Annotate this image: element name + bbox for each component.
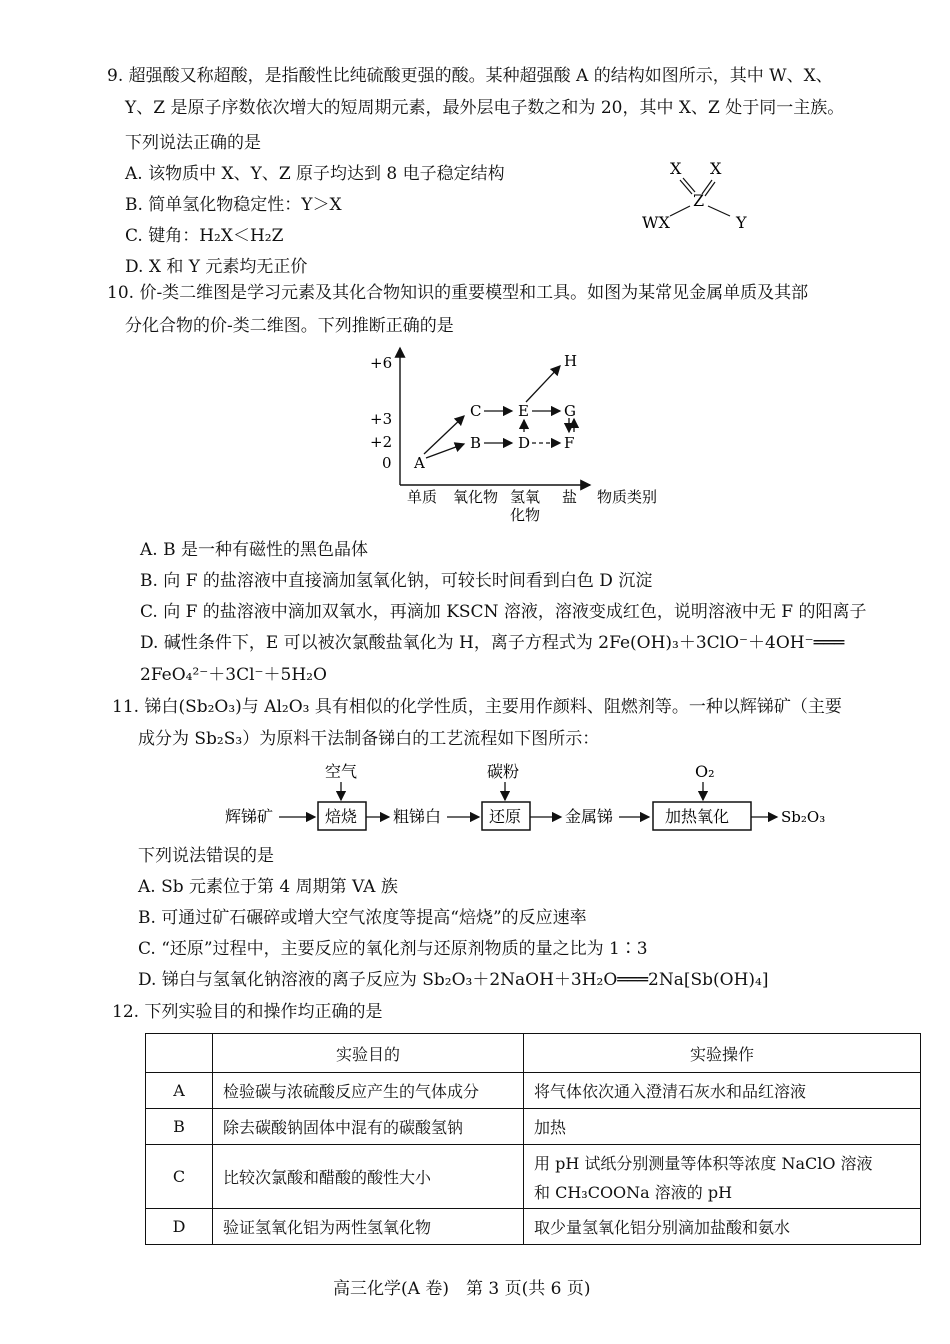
structure-x2: X: [710, 159, 722, 178]
q11-option-b: B. 可通过矿石碾碎或增大空气浓度等提高“焙烧”的反应速率: [138, 908, 587, 928]
q11-stem-line2: 成分为 Sb₂S₃）为原料干法制备锑白的工艺流程如下图所示：: [138, 729, 600, 749]
table-header-key: [146, 1034, 213, 1073]
flow-mid-crude: 粗锑白: [393, 807, 442, 826]
node-e: E: [518, 402, 529, 420]
q11-option-c: C. “还原”过程中，主要反应的氧化剂与还原剂物质的量之比为 1∶3: [138, 939, 648, 959]
row-operation-line2: 和 CH₃COONa 溶液的 pH: [534, 1182, 733, 1202]
row-purpose: 除去碳酸钠固体中混有的碳酸氢钠: [213, 1109, 524, 1145]
q10-stem-line1: 10. 价-类二维图是学习元素及其化合物知识的重要模型和工具。如图为某常见金属单质及其部: [107, 283, 809, 303]
row-key: A: [146, 1073, 213, 1109]
q10-stem-line2: 分化合物的价-类二维图。下列推断正确的是: [125, 316, 454, 336]
x-cat-salt: 盐: [562, 488, 578, 506]
table-header-purpose: 实验目的: [213, 1034, 524, 1073]
flow-input-o2: O₂: [695, 762, 715, 781]
row-operation: [524, 1073, 921, 1109]
node-d: D: [518, 434, 531, 452]
x-cat-element: 单质: [407, 488, 438, 506]
q11-option-a: A. Sb 元素位于第 4 周期第 VA 族: [138, 877, 398, 897]
q12-title: 12. 下列实验目的和操作均正确的是: [112, 1002, 383, 1022]
node-f: F: [564, 434, 575, 452]
table-row: [146, 1073, 921, 1109]
y-tick-plus3: +3: [370, 410, 393, 428]
q9-stem-line3: 下列说法正确的是: [125, 133, 261, 153]
x-cat-hydroxide-1: 氢氧: [510, 488, 541, 506]
row-operation-line1: 将气体依次通入澄清石灰水和品红溶液: [534, 1082, 807, 1101]
node-h: H: [564, 352, 578, 370]
flow-input-carbon: 碳粉: [487, 762, 520, 781]
row-purpose: 验证氢氧化铝为两性氢氧化物: [213, 1209, 524, 1245]
q10-option-d-line2: 2FeO₄²⁻＋3Cl⁻＋5H₂O: [140, 665, 327, 685]
q10-option-a: A. B 是一种有磁性的黑色晶体: [140, 540, 368, 560]
flow-mid-metal: 金属锑: [565, 807, 614, 826]
flow-box-reduce-label: 还原: [489, 807, 522, 826]
row-operation-line1: 加热: [534, 1118, 567, 1137]
q9-option-a: A. 该物质中 X、Y、Z 原子均达到 8 电子稳定结构: [125, 164, 505, 184]
q9-option-d: D. X 和 Y 元素均无正价: [125, 257, 308, 277]
y-tick-plus2: +2: [370, 433, 393, 451]
page-footer: 高三化学(A 卷) 第 3 页(共 6 页): [333, 1279, 591, 1299]
row-key: D: [146, 1209, 213, 1245]
table-header-operation: 实验操作: [524, 1034, 921, 1073]
x-cat-hydroxide-2: 化物: [510, 506, 541, 524]
row-key: B: [146, 1109, 213, 1145]
q11-option-d: D. 锑白与氢氧化钠溶液的离子反应为 Sb₂O₃＋2NaOH＋3H₂O═══2Na[Sb(OH)₄]: [138, 970, 769, 990]
q10-option-d-line1: D. 碱性条件下，E 可以被次氯酸盐氧化为 H，离子方程式为 2Fe(OH)₃＋3ClO⁻＋4OH⁻═══: [140, 633, 845, 653]
flow-end: Sb₂O₃: [781, 808, 826, 826]
row-operation: [524, 1145, 921, 1209]
q9-option-b: B. 简单氢化物稳定性：Y＞X: [125, 195, 342, 215]
table-row: [146, 1209, 921, 1245]
flow-start: 辉锑矿: [225, 807, 274, 826]
flow-box-roast-label: 焙烧: [325, 807, 358, 826]
structure-z: Z: [693, 191, 705, 210]
q11-stem-line1: 11. 锑白(Sb₂O₃)与 Al₂O₃ 具有相似的化学性质，主要用作颜料、阻燃剂等。一种以辉锑矿（主要: [112, 697, 842, 717]
flow-input-air: 空气: [325, 762, 358, 781]
row-operation: [524, 1109, 921, 1145]
row-operation-line1: 取少量氢氧化铝分别滴加盐酸和氨水: [534, 1218, 791, 1237]
q10-valence-class-chart: [360, 340, 690, 530]
structure-x1: X: [670, 159, 682, 178]
q11-prompt: 下列说法错误的是: [138, 846, 274, 866]
q12-experiment-table: [145, 1033, 921, 1245]
q11-process-flow: [225, 760, 845, 840]
node-g: G: [564, 402, 576, 420]
row-operation-line1: 用 pH 试纸分别测量等体积等浓度 NaClO 溶液: [534, 1153, 873, 1173]
node-c: C: [470, 402, 482, 420]
table-row: [146, 1145, 921, 1209]
table-header-row: [146, 1034, 921, 1073]
q9-structure-diagram: [630, 150, 760, 240]
row-operation: [524, 1209, 921, 1245]
node-b: B: [470, 434, 482, 452]
x-cat-oxide: 氧化物: [453, 488, 499, 506]
q9-stem-line2: Y、Z 是原子序数依次增大的短周期元素，最外层电子数之和为 20，其中 X、Z 处于同一主族。: [125, 98, 845, 118]
y-tick-zero: 0: [382, 454, 392, 472]
structure-y: Y: [736, 213, 747, 232]
q10-option-b: B. 向 F 的盐溶液中直接滴加氢氧化钠，可较长时间看到白色 D 沉淀: [140, 571, 653, 591]
q9-stem-line1: 9. 超强酸又称超酸，是指酸性比纯硫酸更强的酸。某种超强酸 A 的结构如图所示，其中 W、X、: [107, 66, 833, 86]
structure-wx: WX: [642, 213, 670, 232]
y-tick-plus6: +6: [370, 354, 393, 372]
table-row: [146, 1109, 921, 1145]
row-purpose: 比较次氯酸和醋酸的酸性大小: [213, 1145, 524, 1209]
q9-option-c: C. 键角：H₂X＜H₂Z: [125, 226, 284, 246]
flow-box-oxidize-label: 加热氧化: [665, 807, 730, 826]
x-axis-label: 物质类别: [597, 488, 658, 506]
row-key: C: [146, 1145, 213, 1209]
q10-option-c: C. 向 F 的盐溶液中滴加双氧水，再滴加 KSCN 溶液，溶液变成红色，说明溶液中无 F 的阳离子: [140, 602, 867, 622]
node-a: A: [414, 454, 425, 472]
row-purpose: 检验碳与浓硫酸反应产生的气体成分: [213, 1073, 524, 1109]
